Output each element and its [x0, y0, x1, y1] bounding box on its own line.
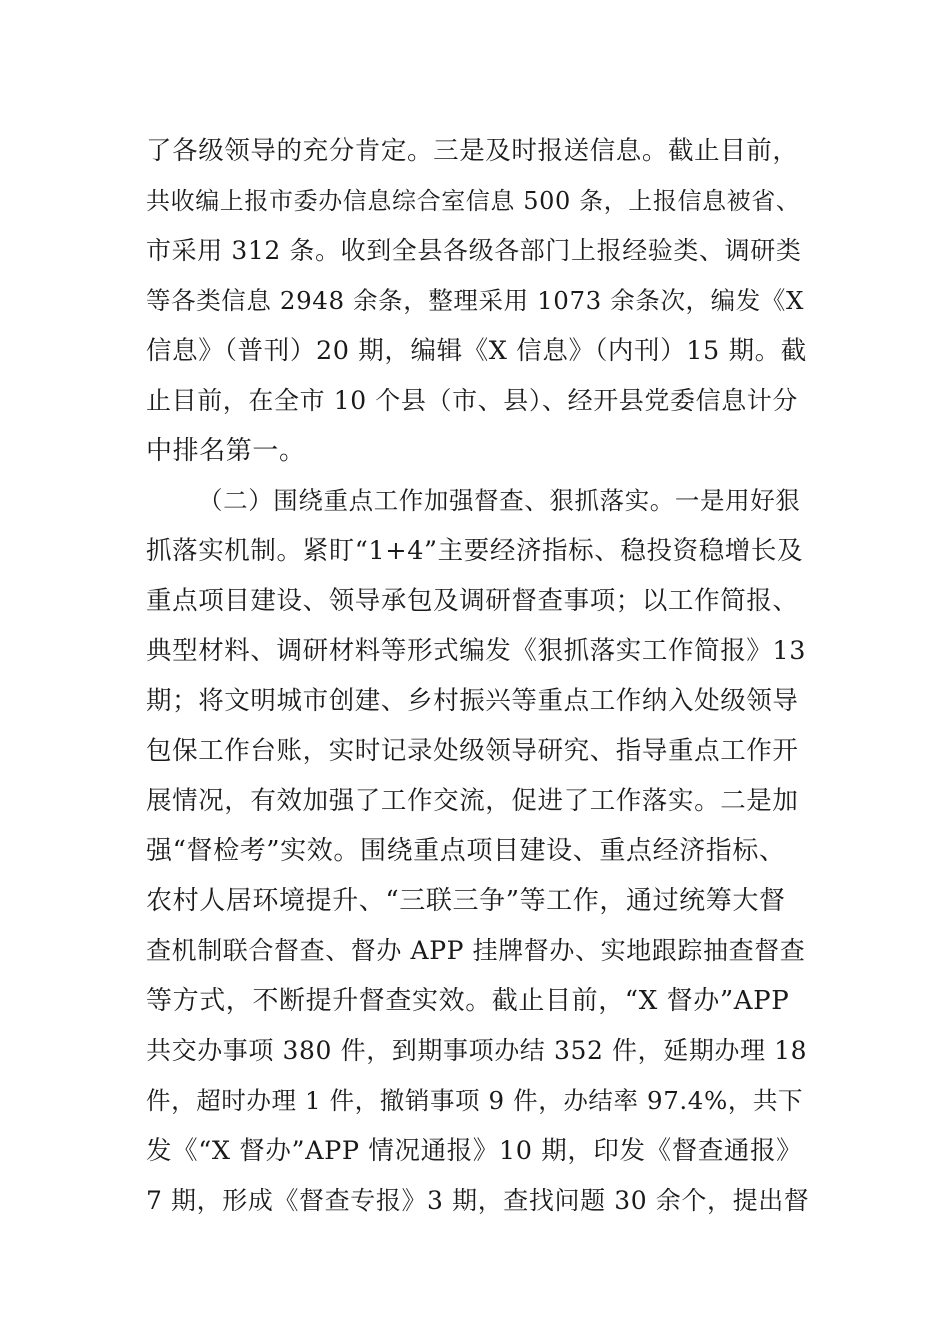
- text-line: 市采用 312 条。收到全县各级各部门上报经验类、调研类: [146, 236, 802, 265]
- text-line: 强“督检考”实效。围绕重点项目建设、重点经济指标、: [146, 836, 786, 866]
- text-line: 了各级领导的充分肯定。三是及时报送信息。截止目前，: [146, 136, 799, 166]
- text-line: 共交办事项 380 件，到期事项办结 352 件，延期办理 18: [146, 1036, 808, 1065]
- text-line: 等方式，不断提升督查实效。截止目前，“X 督办”APP: [146, 986, 790, 1016]
- text-line: 共收编上报市委办信息综合室信息 500 条，上报信息被省、: [146, 187, 801, 215]
- text-line: 抓落实机制。紧盯“1+4”主要经济指标、稳投资稳增长及: [146, 536, 804, 566]
- text-line: 农村人居环境提升、“三联三争”等工作，通过统筹大督: [146, 886, 786, 916]
- text-line: 件，超时办理 1 件，撤销事项 9 件，办结率 97.4%，共下: [146, 1086, 804, 1115]
- text-line: 7 期，形成《督查专报》3 期，查找问题 30 余个，提出督: [146, 1186, 810, 1215]
- text-line: 等各类信息 2948 余条，整理采用 1073 余条次，编发《X: [146, 286, 804, 315]
- paragraph-start-line: （二）围绕重点工作加强督查、狠抓落实。一是用好狠: [198, 486, 801, 515]
- text-line: 信息》（普刊）20 期，编辑《X 信息》（内刊）15 期。截: [146, 336, 807, 366]
- text-line: 期；将文明城市创建、乡村振兴等重点工作纳入处级领导: [146, 686, 799, 716]
- text-line: 展情况，有效加强了工作交流，促进了工作落实。二是加: [146, 786, 799, 816]
- text-line: 包保工作台账，实时记录处级领导研究、指导重点工作开: [146, 736, 799, 766]
- text-line: 止目前，在全市 10 个县（市、县）、经开县党委信息计分: [146, 386, 799, 415]
- text-line: 查机制联合督查、督办 APP 挂牌督办、实地跟踪抽查督查: [146, 936, 806, 965]
- text-line: 中排名第一。: [146, 436, 306, 466]
- text-line: 典型材料、调研材料等形式编发《狠抓落实工作简报》13: [146, 636, 807, 666]
- text-line: 发《“X 督办”APP 情况通报》10 期，印发《督查通报》: [146, 1136, 803, 1166]
- text-line: 重点项目建设、领导承包及调研督查事项；以工作简报、: [146, 586, 799, 616]
